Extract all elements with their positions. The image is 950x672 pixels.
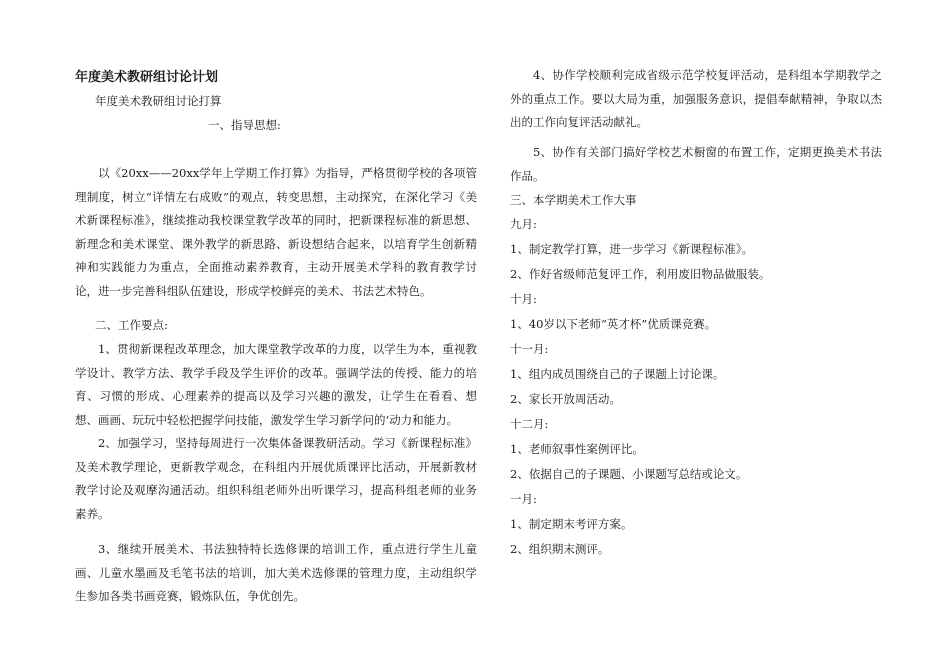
document-title: 年度美术教研组讨论计划 [75, 70, 219, 85]
section-heading-work-points: 二、工作要点: [95, 318, 168, 332]
list-item: 1、组内成员围绕自己的子课题上讨论课。 [510, 367, 725, 381]
list-item: 2、组织期末测评。 [510, 542, 610, 556]
list-item: 1、制定教学打算，进一步学习《新课程标准》。 [510, 242, 754, 256]
month-label-january: 一月: [510, 492, 537, 506]
month-label-september: 九月: [510, 217, 537, 231]
list-item: 2、作好省级师范复评工作，利用废旧物品做服装。 [510, 267, 771, 281]
list-item: 2、依据自己的子课题、小课题写总结或论文。 [510, 467, 748, 481]
work-point-4: 4、协作学校顺利完成省级示范学校复评活动，是科组本学期教学之外的重点工作。要以大局为重，加强服务意识，提倡奉献精神，争取以杰出的工作向复评活动献礼。 [510, 68, 882, 129]
month-label-october: 十月: [510, 292, 537, 306]
work-point-2: 2、加强学习，坚持每周进行一次集体备课教研活动。学习《新课程标准》及美术教学理论，更新教学观念，在科组内开展优质课评比活动，开展新教材教学讨论及观摩沟通活动。组织科组老师外出听课学习，提高科组老师的业务素养。 [75, 436, 477, 521]
section-heading-major-events: 三、本学期美术工作大事 [510, 193, 637, 207]
month-label-november: 十一月: [510, 342, 549, 356]
list-item: 1、老师叙事性案例评比。 [510, 442, 644, 456]
work-point-3: 3、继续开展美术、书法独特特长选修课的培训工作，重点进行学生儿童画、儿童水墨画及毛笔书法的培训，加大美术选修课的管理力度，主动组织学生参加各类书画竞赛，锻炼队伍，争优创先。 [75, 542, 477, 603]
list-item: 2、家长开放周活动。 [510, 392, 621, 406]
document-subtitle: 年度美术教研组讨论打算 [95, 94, 222, 108]
list-item: 1、制定期末考评方案。 [510, 517, 633, 531]
list-item: 1、40岁以下老师“英才杯”优质课竞赛。 [510, 317, 717, 331]
month-label-december: 十二月: [510, 417, 549, 431]
work-point-1: 1、贯彻新课程改革理念，加大课堂教学改革的力度，以学生为本，重视教学设计、教学方法、教学手段及学生评价的改革。强调学法的传授、能力的培育、习惯的形成、心理素养的提高以及学习兴趣的激发，让学生在看看、想想、画画、玩玩中轻松把握学问技能，激发学生学习新学问的‘动力和能力。 [75, 342, 477, 427]
work-point-5: 5、协作有关部门搞好学校艺术橱窗的布置工作，定期更换美术书法作品。 [510, 145, 882, 183]
guiding-ideology-paragraph: 以《20xx——20xx学年上学期工作打算》为指导，严格贯彻学校的各项管理制度，树立“详情左右成败”的观点，转变思想，主动探究，在深化学习《美术新课程标准》，继续推动我校课堂教学改革的同时，把新课程标准的新思想、新理念和美术课堂、课外教学的新思路、新设想结合起来，以培育学生创新精神和实践能力为重点，全面推动素养教育，主动开展美术学科的教育教学讨论，进一步完善科组队伍建设，形成学校鲜亮的美术、书法艺术特色。 [75, 166, 477, 298]
section-heading-guiding-ideology: 一、指导思想: [208, 118, 281, 132]
